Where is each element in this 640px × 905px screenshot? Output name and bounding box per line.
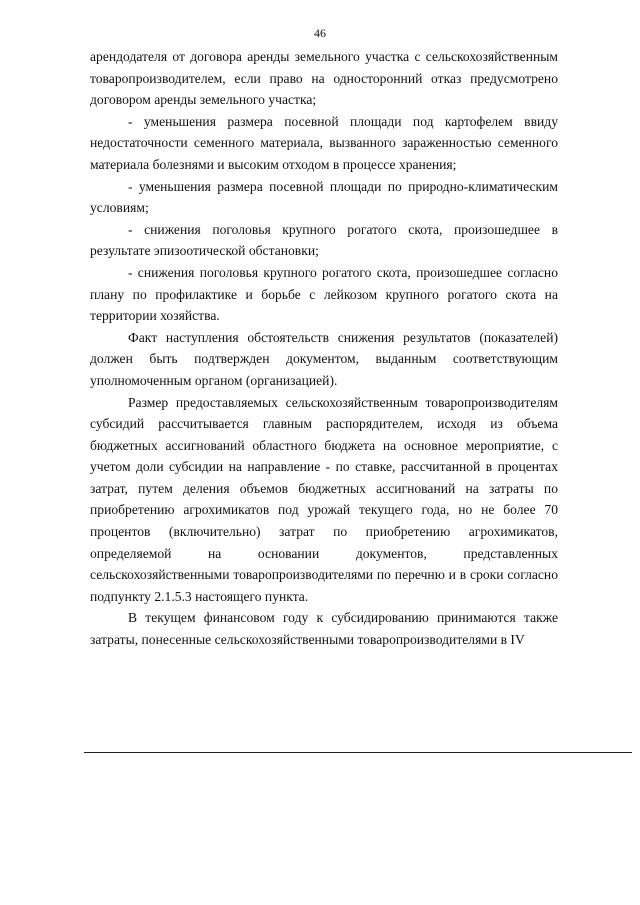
paragraph-subsidy-size: Размер предоставляемых сельскохозяйственным товаропроизводителям субсидий рассчитывается главным распорядителем, исходя из объема бюджетных ассигнований областного бюджета на основное мероприятие, с учетом доли субсидии на направление - по ставке, рассчитанной в процентах затрат, путем деления объемов бюджетных ассигнований на затраты по приобретению агрохимикатов под урожай текущего года, но не более 70 процентов (включительно) затрат по приобретению агрохимикатов, определяемой на основании документов, представленных сельскохозяйственными товаропроизводителями по перечню и в сроки согласно подпункту 2.1.5.3 настоящего пункта. xyxy=(90,394,558,604)
page-number: 46 xyxy=(314,26,326,40)
list-item-epizootic: - снижения поголовья крупного рогатого скота, произошедшее в результате эпизоотической обстановки; xyxy=(90,221,558,259)
paragraph-confirmation: Факт наступления обстоятельств снижения результатов (показателей) должен быть подтвержден документом, выданным соответствующим уполномоченным органом (организацией). xyxy=(90,329,558,388)
list-item-leukosis: - снижения поголовья крупного рогатого скота, произошедшее согласно плану по профилактике и борьбе с лейкозом крупного рогатого скота на территории хозяйства. xyxy=(90,264,558,324)
bottom-rule xyxy=(84,752,632,753)
document-body xyxy=(90,46,558,651)
list-item-potato-area: - уменьшения размера посевной площади под картофелем ввиду недостаточности семенного материала, вызванного зараженностью семенного материала болезнями и высоким отходом в процессе хранения; xyxy=(90,113,558,172)
paragraph-current-year: В текущем финансовом году к субсидированию принимаются также затраты, понесенные сельскохозяйственными товаропроизводителями в IV xyxy=(90,610,558,648)
list-item-climate-area: - уменьшения размера посевной площади по природно-климатическим условиям; xyxy=(90,178,558,216)
paragraph-continuation: арендодателя от договора аренды земельного участка с сельскохозяйственным товаропроизводителем, если право на односторонний отказ предусмотрено договором аренды земельного участка; xyxy=(90,49,558,108)
